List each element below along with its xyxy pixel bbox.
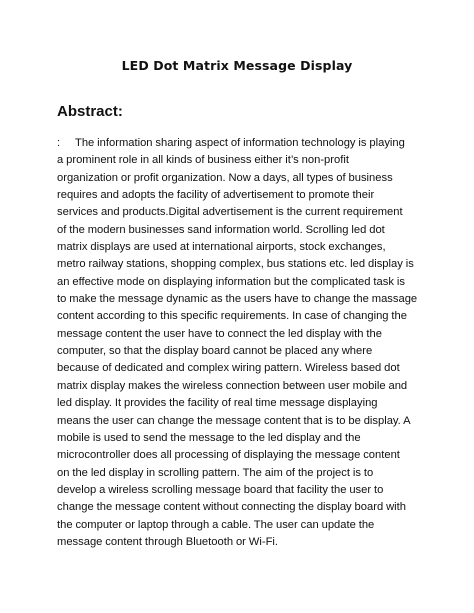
abstract-line: requires and adopts the facility of advertisement to promote their bbox=[57, 189, 375, 202]
abstract-body bbox=[57, 135, 429, 551]
abstract-line bbox=[57, 135, 429, 152]
abstract-line: develop a wireless scrolling message board that facility the user to bbox=[57, 483, 384, 496]
abstract-line: because of dedicated and complex wiring pattern. Wireless based dot bbox=[57, 362, 400, 375]
abstract-heading: Abstract: bbox=[57, 103, 123, 120]
abstract-line: computer, so that the display board cannot be placed any where bbox=[57, 345, 373, 358]
abstract-line: services and products.Digital advertisement is the current requirement bbox=[57, 206, 403, 219]
abstract-line: to make the message dynamic as the users have to change the massage bbox=[57, 293, 418, 306]
abstract-line-text: The information sharing aspect of information technology is playing bbox=[75, 137, 405, 149]
abstract-line: message content the user have to connect the led display with the bbox=[57, 327, 382, 340]
abstract-line: the computer or laptop through a cable. The user can update the bbox=[57, 518, 375, 531]
abstract-line: a prominent role in all kinds of business either it’s non-profit bbox=[57, 154, 349, 167]
abstract-line: microcontroller does all processing of displaying the message content bbox=[57, 449, 400, 462]
abstract-line: matrix displays are used at international airports, stock exchanges, bbox=[57, 241, 386, 254]
bullet-mark: : bbox=[57, 137, 61, 149]
abstract-line: of the modern businesses sand information world. Scrolling led dot bbox=[57, 223, 385, 236]
document-title: LED Dot Matrix Message Display bbox=[121, 58, 353, 73]
abstract-line: on the led display in scrolling pattern. The aim of the project is to bbox=[57, 466, 374, 479]
abstract-line: content according to this specific requirements. In case of changing the bbox=[57, 310, 407, 323]
abstract-line: matrix display makes the wireless connection between user mobile and bbox=[57, 379, 408, 392]
abstract-line: metro railway stations, shopping complex, bus stations etc. led display is bbox=[57, 258, 414, 271]
abstract-line: organization or profit organization. Now a days, all types of business bbox=[57, 171, 393, 184]
abstract-line: means the user can change the message content that is to be display. A bbox=[57, 414, 411, 427]
abstract-line: mobile is used to send the message to the led display and the bbox=[57, 431, 361, 444]
abstract-line: message content through Bluetooth or Wi-Fi. bbox=[57, 535, 278, 548]
abstract-line: an effective mode on displaying information but the complicated task is bbox=[57, 275, 405, 288]
abstract-line: change the message content without connecting the display board with bbox=[57, 501, 406, 514]
abstract-line: led display. It provides the facility of real time message displaying bbox=[57, 397, 378, 410]
